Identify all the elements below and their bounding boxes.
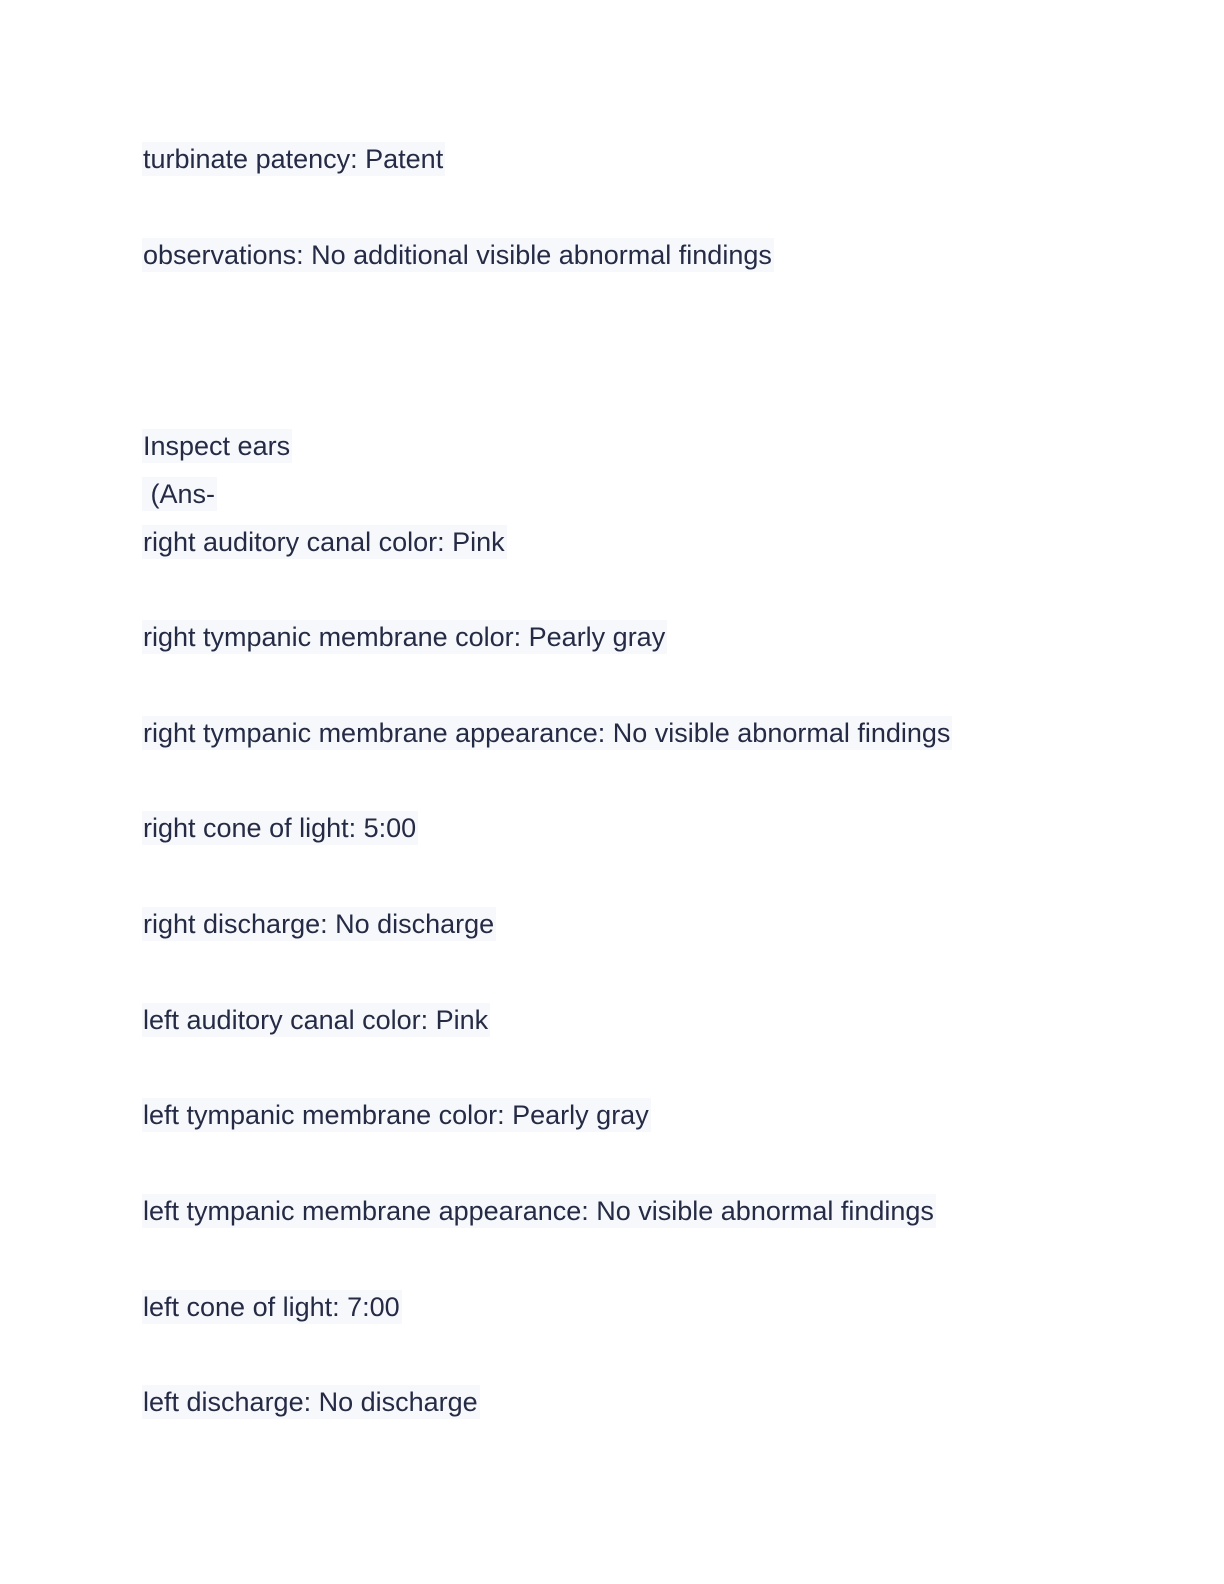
inspect-ears-heading: Inspect ears (143, 431, 291, 461)
left-tympanic-membrane-color-line: left tympanic membrane color: Pearly gray (143, 1100, 649, 1130)
observations-line: observations: No additional visible abnormal findings (143, 240, 772, 270)
right-auditory-canal-color-line: right auditory canal color: Pink (143, 527, 505, 557)
right-tympanic-membrane-color-line: right tympanic membrane color: Pearly gray (143, 622, 666, 652)
turbinate-patency-line: turbinate patency: Patent (143, 144, 444, 174)
answer-marker: (Ans- (143, 479, 216, 509)
right-cone-of-light-line: right cone of light: 5:00 (143, 813, 417, 843)
left-discharge-line: left discharge: No discharge (143, 1387, 478, 1417)
right-tympanic-membrane-appearance-line: right tympanic membrane appearance: No visible abnormal findings (143, 718, 951, 748)
left-cone-of-light-line: left cone of light: 7:00 (143, 1292, 400, 1322)
left-tympanic-membrane-appearance-line: left tympanic membrane appearance: No visible abnormal findings (143, 1196, 934, 1226)
left-auditory-canal-color-line: left auditory canal color: Pink (143, 1005, 489, 1035)
right-discharge-line: right discharge: No discharge (143, 909, 495, 939)
